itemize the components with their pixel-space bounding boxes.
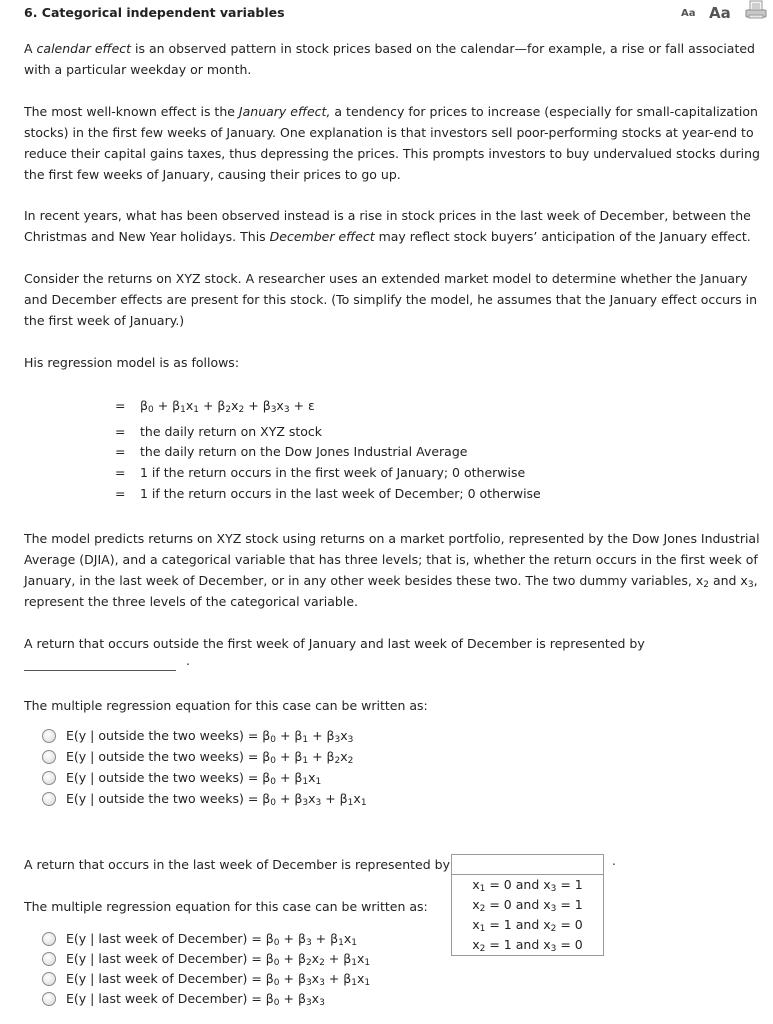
- option-label: E(y | outside the two weeks) = $\beta_0 + \beta_1x_1$: [66, 770, 322, 787]
- model-rhs: $\beta_0 + \beta_1x_1 + \beta_2x_2 + \beta_3x_3 + \varepsilon$: [140, 398, 315, 415]
- model-rhs: the daily return on the Dow Jones Industrial Average: [140, 444, 468, 459]
- intro-paragraph-december-effect: In recent years, what has been observed instead is a rise in stock prices in the last week of December, between the Christmas and New Year holidays. This December effect may reflect stock buyers’ anticipation of the January effect.: [24, 208, 751, 244]
- model-rhs: the daily return on XYZ stock: [140, 424, 323, 439]
- dropdown-option[interactable]: $x_2 = 1$ and $x_3 = 0$: [472, 937, 583, 954]
- dropdown-option[interactable]: $x_1 = 0$ and $x_3 = 1$: [472, 877, 583, 894]
- intro-paragraph-january-effect: The most well-known effect is the January effect, a tendency for prices to increase (especially for small-capitalization stocks) in the first few weeks of January. One explanation is that investors sell poor-performing stocks at year-end to reduce their capital gains taxes, thus depressing the prices. This prompts investors to buy undervalued stocks during the first few weeks of January, causing their prices to go up.: [24, 104, 760, 182]
- option-label: E(y | outside the two weeks) = $\beta_0 + \beta_1 + \beta_3x_3$: [66, 728, 354, 745]
- model-explanation: The model predicts returns on XYZ stock using returns on a market portfolio, represented by the Dow Jones Industrial Average (DJIA), and a categorical variable that has three levels; that is, whether the return occurs in the first week of January, in the last week of December, or in any other week besides these two. The two dummy variables, $x_2$ and $x_3$, represent the three levels of the categorical variable.: [24, 531, 760, 609]
- font-size-small-button[interactable]: Aa: [681, 8, 696, 19]
- q4-option-4[interactable]: [42, 989, 325, 1009]
- font-size-large-button[interactable]: Aa: [709, 4, 731, 22]
- equals-sign: =: [115, 465, 126, 480]
- equals-sign: =: [115, 424, 126, 439]
- q4-option-2[interactable]: [42, 949, 370, 969]
- q2-option-2[interactable]: [42, 747, 353, 767]
- q1-prompt: A return that occurs outside the first week of January and last week of December is represented by: [24, 636, 645, 651]
- radio-button[interactable]: [42, 771, 56, 785]
- option-label: E(y | last week of December) = $\beta_0 + \beta_3 + \beta_1x_1$: [66, 931, 357, 948]
- page-title: 6. Categorical independent variables: [24, 5, 285, 20]
- dropdown-option[interactable]: $x_1 = 1$ and $x_2 = 0$: [472, 917, 583, 934]
- option-label: E(y | last week of December) = $\beta_0 + \beta_3x_3$: [66, 991, 325, 1008]
- equals-sign: =: [115, 486, 126, 501]
- intro-paragraph-xyz-stock: Consider the returns on XYZ stock. A researcher uses an extended market model to determine whether the January and December effects are present for this stock. (To simplify the model, he assumes that the January effect occurs in the first week of January.): [24, 271, 758, 328]
- q2-option-3[interactable]: [42, 768, 321, 788]
- q1-answer-blank[interactable]: [24, 669, 176, 671]
- option-label: E(y | last week of December) = $\beta_0 + \beta_3x_3 + \beta_1x_1$: [66, 971, 371, 988]
- radio-button[interactable]: [42, 750, 56, 764]
- q2-option-4[interactable]: [42, 789, 367, 809]
- option-label: E(y | outside the two weeks) = $\beta_0 + \beta_3x_3 + \beta_1x_1$: [66, 791, 367, 808]
- regression-intro: His regression model is as follows:: [24, 355, 240, 370]
- radio-button[interactable]: [42, 972, 56, 986]
- q2-prompt: The multiple regression equation for this case can be written as:: [24, 698, 428, 713]
- equals-sign: =: [115, 398, 126, 413]
- q4-option-3[interactable]: [42, 969, 370, 989]
- q3-prompt: A return that occurs in the last week of December is represented by: [24, 857, 450, 872]
- q3-dropdown-list: [451, 874, 604, 956]
- option-label: E(y | outside the two weeks) = $\beta_0 + \beta_1 + \beta_2x_2$: [66, 749, 354, 766]
- model-rhs: 1 if the return occurs in the last week of December; 0 otherwise: [140, 486, 541, 501]
- q1-period: .: [186, 654, 190, 668]
- radio-button[interactable]: [42, 729, 56, 743]
- q3-dropdown[interactable]: [451, 854, 604, 875]
- q2-option-1[interactable]: [42, 726, 353, 746]
- equals-sign: =: [115, 444, 126, 459]
- q4-prompt: The multiple regression equation for this case can be written as:: [24, 899, 428, 914]
- option-label: E(y | last week of December) = $\beta_0 + \beta_2x_2 + \beta_1x_1$: [66, 951, 371, 968]
- radio-button[interactable]: [42, 952, 56, 966]
- q4-option-1[interactable]: [42, 929, 357, 949]
- print-icon[interactable]: [745, 0, 767, 20]
- dropdown-option[interactable]: $x_2 = 0$ and $x_3 = 1$: [472, 897, 583, 914]
- model-rhs: 1 if the return occurs in the first week of January; 0 otherwise: [140, 465, 526, 480]
- intro-paragraph-calendar-effect: A calendar effect is an observed pattern in stock prices based on the calendar—for example, a rise or fall associated with a particular weekday or month.: [24, 41, 755, 77]
- q3-period: .: [612, 854, 616, 868]
- radio-button[interactable]: [42, 992, 56, 1006]
- radio-button[interactable]: [42, 932, 56, 946]
- radio-button[interactable]: [42, 792, 56, 806]
